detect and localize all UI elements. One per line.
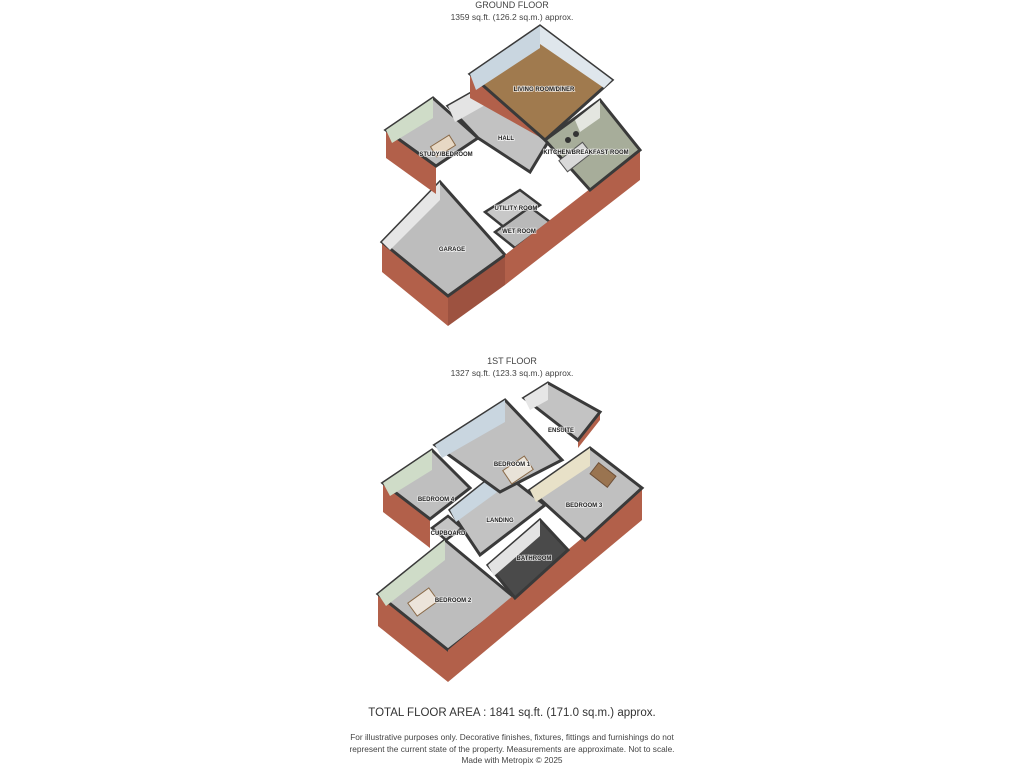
room-label-utility: UTILITY ROOM: [494, 206, 538, 212]
room-label-garage: GARAGE: [438, 247, 466, 253]
room-label-kitchen: KITCHEN/BREAKFAST ROOM: [543, 150, 629, 156]
disclaimer: [312, 732, 712, 767]
ground-floor-area: 1359 sq.ft. (126.2 sq.m.) approx.: [450, 12, 574, 22]
first-floor-plan: [378, 383, 642, 682]
disclaimer-line-1: For illustrative purposes only. Decorative finishes, fixtures, fittings and furnishings do not: [350, 732, 674, 742]
first-floor-area: 1327 sq.ft. (123.3 sq.m.) approx.: [450, 368, 574, 378]
credit: Made with Metropix © 2025: [461, 755, 563, 765]
first-floor-title: 1ST FLOOR: [487, 356, 537, 366]
kitchen-chair: [565, 137, 571, 143]
room-label-cupboard: CUPBOARD: [430, 531, 466, 537]
room-label-wet: WET ROOM: [502, 229, 536, 235]
room-label-study: STUDY/BEDROOM: [419, 152, 473, 158]
room-label-bedroom3: BEDROOM 3: [565, 503, 603, 509]
room-label-hall: HALL: [498, 136, 514, 142]
room-label-bedroom2: BEDROOM 2: [434, 598, 472, 604]
kitchen-chair: [573, 131, 579, 137]
total-floor-area: TOTAL FLOOR AREA : 1841 sq.ft. (171.0 sq.m.) approx.: [368, 707, 656, 719]
room-label-bathroom: BATHROOM: [516, 556, 552, 562]
disclaimer-line-2: represent the current state of the property. Measurements are approximate. Not to scale.: [349, 743, 675, 754]
room-label-landing: LANDING: [486, 518, 514, 524]
ground-floor-title: GROUND FLOOR: [475, 0, 549, 10]
room-label-ensuite: ENSUITE: [547, 428, 575, 434]
room-label-bedroom1: BEDROOM 1: [493, 462, 531, 468]
room-label-living: LIVING ROOM/DINER: [513, 87, 575, 93]
ground-floor-plan: [382, 26, 640, 326]
room-label-bedroom4: BEDROOM 4: [417, 497, 455, 503]
